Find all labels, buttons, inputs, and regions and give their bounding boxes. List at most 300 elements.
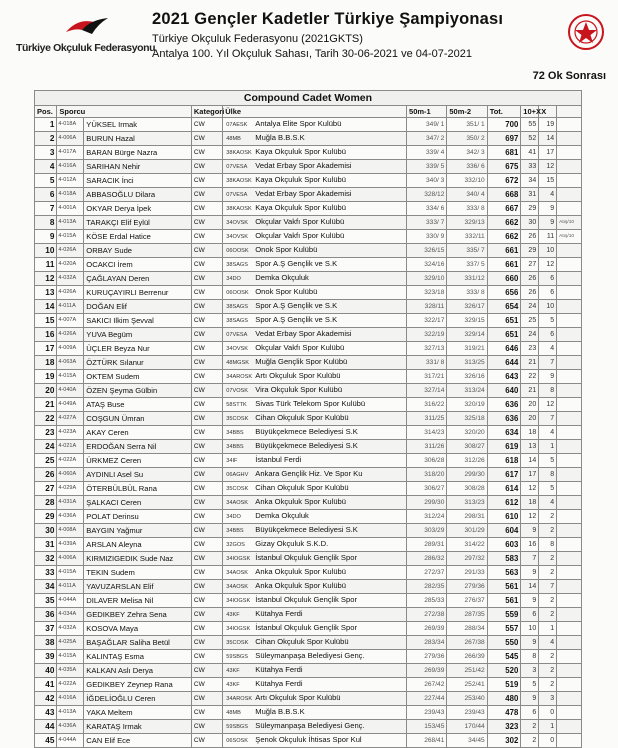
note-cell: [557, 328, 582, 342]
rank-cell: 18: [35, 356, 57, 370]
bib-number-cell: 4-013A: [57, 216, 84, 230]
bib-number-cell: 4-039A: [57, 538, 84, 552]
bib-number-cell: 4-049A: [57, 398, 84, 412]
score-50m-1-cell: 311/26: [407, 440, 447, 454]
club-code: 34BBS: [226, 444, 244, 450]
athlete-name-cell: KALINTAŞ Esma: [84, 650, 192, 664]
venue-date-line: Antalya 100. Yıl Okçuluk Sahası, Tarih 30-06-2021 ve 04-07-2021: [152, 48, 473, 60]
score-50m-1-cell: 347/ 2: [407, 132, 447, 146]
note-cell: [557, 272, 582, 286]
club-cell: [223, 622, 407, 636]
club-name: Süleymanpaşa Belediyesi Genç.: [255, 721, 365, 730]
table-caption-row: [35, 91, 582, 106]
table-row: [35, 384, 582, 398]
athlete-name-cell: OCAKCI İrem: [84, 258, 192, 272]
x-count-cell: 2: [539, 594, 557, 608]
x-count-cell: 2: [539, 510, 557, 524]
total-score-cell: 604: [487, 524, 521, 538]
note-cell: [557, 132, 582, 146]
club-cell: [223, 202, 407, 216]
rank-cell: 32: [35, 552, 57, 566]
table-row: [35, 412, 582, 426]
score-50m-2-cell: 329/15: [447, 314, 487, 328]
club-code: 59SBGS: [226, 654, 249, 660]
score-50m-2-cell: 34/45: [447, 734, 487, 748]
category-cell: CW: [191, 580, 222, 594]
col-club: Ülke: [223, 106, 407, 118]
club-code: 34DO: [226, 514, 241, 520]
x-count-cell: 1: [539, 440, 557, 454]
club-cell: [223, 342, 407, 356]
tens-count-cell: 18: [521, 496, 539, 510]
table-row: [35, 244, 582, 258]
club-cell: [223, 706, 407, 720]
x-count-cell: 0: [539, 706, 557, 720]
table-row: [35, 720, 582, 734]
club-name: Onok Spor Kulübü: [255, 245, 318, 254]
total-score-cell: 480: [487, 692, 521, 706]
rank-cell: 36: [35, 608, 57, 622]
rank-cell: 15: [35, 314, 57, 328]
club-code: 58STTK: [226, 402, 247, 408]
tens-count-cell: 14: [521, 454, 539, 468]
x-count-cell: 2: [539, 650, 557, 664]
club-name: Spor A.Ş Gençlik ve S.K: [255, 259, 338, 268]
athlete-name-cell: BAŞAĞLAR Saliha Betül: [84, 636, 192, 650]
club-cell: [223, 482, 407, 496]
score-50m-2-cell: 332/10: [447, 174, 487, 188]
category-cell: CW: [191, 552, 222, 566]
club-code: 06AGHV: [226, 472, 249, 478]
athlete-name-cell: AKAY Ceren: [84, 426, 192, 440]
x-count-cell: 4: [539, 342, 557, 356]
club-code: 34AROSK: [226, 374, 253, 380]
score-50m-2-cell: 329/13: [447, 216, 487, 230]
score-50m-2-cell: 320/20: [447, 426, 487, 440]
table-row: [35, 188, 582, 202]
club-cell: [223, 118, 407, 132]
archer-bird-icon: [64, 14, 110, 40]
club-cell: [223, 230, 407, 244]
total-score-cell: 660: [487, 272, 521, 286]
club-code: 34OVSK: [226, 346, 249, 352]
score-50m-1-cell: 306/28: [407, 454, 447, 468]
club-cell: [223, 538, 407, 552]
x-count-cell: 9: [539, 216, 557, 230]
tens-count-cell: 21: [521, 356, 539, 370]
tens-count-cell: 12: [521, 482, 539, 496]
tens-count-cell: 26: [521, 272, 539, 286]
bib-number-cell: 4-016A: [57, 160, 84, 174]
tens-count-cell: 26: [521, 230, 539, 244]
club-cell: [223, 524, 407, 538]
table-row: [35, 468, 582, 482]
col-tens: 10+X: [521, 106, 539, 118]
tens-count-cell: 27: [521, 258, 539, 272]
club-name: Kütahya Ferdi: [255, 679, 303, 688]
club-code: 35COSK: [226, 640, 249, 646]
score-50m-2-cell: 308/28: [447, 482, 487, 496]
bib-number-cell: 4-022A: [57, 454, 84, 468]
note-cell: [557, 650, 582, 664]
col-total: Tot.: [487, 106, 521, 118]
category-cell: CW: [191, 566, 222, 580]
table-row: [35, 328, 582, 342]
score-50m-1-cell: 312/24: [407, 510, 447, 524]
club-code: 48MB: [226, 136, 241, 142]
total-score-cell: 646: [487, 342, 521, 356]
score-50m-1-cell: 269/39: [407, 622, 447, 636]
score-50m-1-cell: 331/ 8: [407, 356, 447, 370]
rank-cell: 12: [35, 272, 57, 286]
score-50m-1-cell: 282/35: [407, 580, 447, 594]
club-cell: [223, 650, 407, 664]
score-50m-1-cell: 327/14: [407, 384, 447, 398]
club-name: Şenok Okçuluk İhtisas Spor Kul: [255, 735, 362, 744]
bib-number-cell: 4-011A: [57, 580, 84, 594]
club-cell: [223, 216, 407, 230]
category-cell: CW: [191, 244, 222, 258]
score-50m-2-cell: 301/29: [447, 524, 487, 538]
club-code: 34OVSK: [226, 220, 249, 226]
rank-cell: 7: [35, 202, 57, 216]
x-count-cell: 2: [539, 664, 557, 678]
category-cell: CW: [191, 594, 222, 608]
note-cell: [557, 622, 582, 636]
x-count-cell: 11: [539, 230, 557, 244]
category-cell: CW: [191, 216, 222, 230]
score-50m-2-cell: 298/31: [447, 510, 487, 524]
col-50m-2: 50m-2: [447, 106, 487, 118]
total-score-cell: 672: [487, 174, 521, 188]
score-50m-1-cell: 340/ 3: [407, 174, 447, 188]
note-cell: [557, 720, 582, 734]
tens-count-cell: 6: [521, 608, 539, 622]
x-count-cell: 10: [539, 244, 557, 258]
score-50m-1-cell: 330/ 9: [407, 230, 447, 244]
x-count-cell: 14: [539, 132, 557, 146]
x-count-cell: 8: [539, 384, 557, 398]
x-count-cell: 12: [539, 160, 557, 174]
club-name: İstanbul Okçuluk Gençlik Spor: [255, 623, 357, 632]
club-code: 34IOGSK: [226, 556, 251, 562]
bib-number-cell: 4-006A: [57, 132, 84, 146]
club-cell: [223, 678, 407, 692]
score-50m-2-cell: 320/19: [447, 398, 487, 412]
club-cell: [223, 440, 407, 454]
club-cell: [223, 566, 407, 580]
club-code: 48MB: [226, 710, 241, 716]
table-row: [35, 524, 582, 538]
club-code: 38SAGS: [226, 262, 249, 268]
category-cell: CW: [191, 608, 222, 622]
tens-count-cell: 2: [521, 720, 539, 734]
rank-cell: 41: [35, 678, 57, 692]
table-row: [35, 622, 582, 636]
athlete-name-cell: ÖTERBÜLBÜL Rana: [84, 482, 192, 496]
category-cell: CW: [191, 258, 222, 272]
x-count-cell: 12: [539, 398, 557, 412]
bib-number-cell: 4-015A: [57, 370, 84, 384]
total-score-cell: 478: [487, 706, 521, 720]
x-count-cell: 15: [539, 174, 557, 188]
athlete-name-cell: TEKIN Sudem: [84, 566, 192, 580]
category-cell: CW: [191, 272, 222, 286]
note-cell: [557, 524, 582, 538]
club-code: 38KAOSK: [226, 150, 252, 156]
club-name: Ankara Gençlik Hiz. Ve Spor Ku: [255, 469, 363, 478]
table-row: [35, 118, 582, 132]
club-code: 06OOSK: [226, 248, 249, 254]
tens-count-cell: 33: [521, 160, 539, 174]
note-cell: [557, 146, 582, 160]
tens-count-cell: 20: [521, 398, 539, 412]
athlete-name-cell: YAKA Meltem: [84, 706, 192, 720]
round-label: 72 Ok Sonrası: [532, 70, 606, 82]
table-row: [35, 160, 582, 174]
note-cell: [557, 202, 582, 216]
athlete-name-cell: ARSLAN Aleyna: [84, 538, 192, 552]
club-name: Büyükçekmece Belediyesi S.K: [255, 427, 358, 436]
total-score-cell: 668: [487, 188, 521, 202]
rank-cell: 4: [35, 160, 57, 174]
category-cell: CW: [191, 440, 222, 454]
score-50m-2-cell: 314/22: [447, 538, 487, 552]
rank-cell: 21: [35, 398, 57, 412]
score-50m-2-cell: 252/41: [447, 678, 487, 692]
club-name: Vira Okçuluk Spor Kulübü: [255, 385, 343, 394]
score-50m-1-cell: 324/16: [407, 258, 447, 272]
ministry-emblem-icon: [566, 12, 606, 52]
score-50m-1-cell: 314/23: [407, 426, 447, 440]
rank-cell: 6: [35, 188, 57, 202]
tens-count-cell: 6: [521, 706, 539, 720]
club-name: İstanbul Ferdi: [255, 455, 302, 464]
rank-cell: 10: [35, 244, 57, 258]
note-cell: [557, 510, 582, 524]
club-cell: [223, 608, 407, 622]
club-name: Artı Okçuluk Spor Kulübü: [255, 693, 341, 702]
score-50m-1-cell: 272/38: [407, 608, 447, 622]
club-name: Büyükçekmece Belediyesi S.K: [255, 525, 358, 534]
bib-number-cell: 4-015A: [57, 650, 84, 664]
bib-number-cell: 4-008A: [57, 524, 84, 538]
bib-number-cell: 4-026A: [57, 244, 84, 258]
score-50m-2-cell: 319/21: [447, 342, 487, 356]
total-score-cell: 675: [487, 160, 521, 174]
rank-cell: 11: [35, 258, 57, 272]
category-cell: CW: [191, 734, 222, 748]
x-count-cell: 2: [539, 608, 557, 622]
rank-cell: 14: [35, 300, 57, 314]
club-cell: [223, 314, 407, 328]
category-cell: CW: [191, 356, 222, 370]
score-50m-1-cell: 283/34: [407, 636, 447, 650]
score-50m-1-cell: 328/12: [407, 188, 447, 202]
table-row: [35, 594, 582, 608]
note-cell: [557, 426, 582, 440]
table-row: [35, 650, 582, 664]
tens-count-cell: 8: [521, 650, 539, 664]
bib-number-cell: 4-040A: [57, 384, 84, 398]
category-cell: CW: [191, 314, 222, 328]
tens-count-cell: 5: [521, 678, 539, 692]
club-name: Okçular Vakfı Spor Kulübü: [255, 343, 345, 352]
athlete-name-cell: BURUN Hazal: [84, 132, 192, 146]
club-cell: [223, 286, 407, 300]
rank-cell: 8: [35, 216, 57, 230]
total-score-cell: 667: [487, 202, 521, 216]
total-score-cell: 557: [487, 622, 521, 636]
club-code: 34BBS: [226, 528, 244, 534]
col-pos: Pos.: [35, 106, 57, 118]
club-name: Demka Okçuluk: [255, 273, 309, 282]
total-score-cell: 545: [487, 650, 521, 664]
score-50m-1-cell: 326/15: [407, 244, 447, 258]
club-name: Vedat Erbay Spor Akademisi: [255, 161, 352, 170]
bib-number-cell: 4-016A: [57, 692, 84, 706]
x-count-cell: 2: [539, 524, 557, 538]
club-cell: [223, 594, 407, 608]
club-name: Vedat Erbay Spor Akademisi: [255, 189, 352, 198]
rank-cell: 45: [35, 734, 57, 748]
score-50m-1-cell: 311/25: [407, 412, 447, 426]
club-code: 43KF: [226, 682, 240, 688]
score-50m-1-cell: 328/11: [407, 300, 447, 314]
table-row: [35, 510, 582, 524]
score-50m-2-cell: 291/33: [447, 566, 487, 580]
tens-count-cell: 9: [521, 636, 539, 650]
organizer-line: Türkiye Okçuluk Federasyonu (2021GKTS): [152, 33, 363, 45]
results-table: [34, 90, 582, 748]
athlete-name-cell: ORBAY Sude: [84, 244, 192, 258]
club-code: 07VESA: [226, 192, 248, 198]
club-name: Anka Okçuluk Spor Kulübü: [255, 581, 347, 590]
tens-count-cell: 29: [521, 202, 539, 216]
category-cell: CW: [191, 202, 222, 216]
total-score-cell: 700: [487, 118, 521, 132]
athlete-name-cell: KURUÇAYIRLI Berrenur: [84, 286, 192, 300]
score-50m-2-cell: 313/25: [447, 356, 487, 370]
rank-cell: 44: [35, 720, 57, 734]
score-50m-2-cell: 308/27: [447, 440, 487, 454]
table-row: [35, 146, 582, 160]
score-50m-2-cell: 239/43: [447, 706, 487, 720]
total-score-cell: 603: [487, 538, 521, 552]
club-cell: [223, 272, 407, 286]
rank-cell: 13: [35, 286, 57, 300]
category-cell: CW: [191, 398, 222, 412]
score-50m-1-cell: 286/32: [407, 552, 447, 566]
athlete-name-cell: GEDIKBEY Zehra Sena: [84, 608, 192, 622]
tens-count-cell: 24: [521, 300, 539, 314]
club-cell: [223, 188, 407, 202]
score-50m-2-cell: 312/26: [447, 454, 487, 468]
x-count-cell: 19: [539, 118, 557, 132]
category-cell: CW: [191, 230, 222, 244]
score-50m-2-cell: 266/39: [447, 650, 487, 664]
tens-count-cell: 23: [521, 342, 539, 356]
table-row: [35, 482, 582, 496]
club-code: 34BBS: [226, 430, 244, 436]
score-50m-2-cell: 336/ 6: [447, 160, 487, 174]
x-count-cell: 5: [539, 314, 557, 328]
table-row: [35, 678, 582, 692]
club-name: Anka Okçuluk Spor Kulübü: [255, 497, 347, 506]
x-count-cell: 5: [539, 454, 557, 468]
note-cell: [557, 734, 582, 748]
total-score-cell: 644: [487, 356, 521, 370]
bib-number-cell: 4-017A: [57, 146, 84, 160]
tens-count-cell: 14: [521, 580, 539, 594]
bib-number-cell: 4-022A: [57, 678, 84, 692]
table-row: [35, 258, 582, 272]
athlete-name-cell: ATAŞ Buse: [84, 398, 192, 412]
x-count-cell: 7: [539, 412, 557, 426]
club-cell: [223, 510, 407, 524]
club-cell: [223, 636, 407, 650]
athlete-name-cell: ÇAĞLAYAN Deren: [84, 272, 192, 286]
athlete-name-cell: YÜKSEL Irmak: [84, 118, 192, 132]
total-score-cell: 651: [487, 328, 521, 342]
athlete-name-cell: SARIHAN Nehir: [84, 160, 192, 174]
tens-count-cell: 9: [521, 692, 539, 706]
club-code: 34IOGSK: [226, 626, 251, 632]
category-cell: CW: [191, 328, 222, 342]
score-50m-2-cell: 313/24: [447, 384, 487, 398]
rank-cell: 5: [35, 174, 57, 188]
note-cell: [557, 174, 582, 188]
club-name: Büyükçekmece Belediyesi S.K: [255, 441, 358, 450]
score-50m-2-cell: 329/14: [447, 328, 487, 342]
category-cell: CW: [191, 636, 222, 650]
table-row: [35, 132, 582, 146]
total-score-cell: 636: [487, 398, 521, 412]
tens-count-cell: 10: [521, 622, 539, 636]
score-50m-1-cell: 329/10: [407, 272, 447, 286]
bib-number-cell: 4-020A: [57, 258, 84, 272]
note-cell: [557, 398, 582, 412]
table-row: [35, 734, 582, 748]
tens-count-cell: 9: [521, 524, 539, 538]
tens-count-cell: 16: [521, 538, 539, 552]
club-code: 34AROSK: [226, 696, 253, 702]
table-row: [35, 552, 582, 566]
page-title: 2021 Gençler Kadetler Türkiye Şampiyonası: [152, 10, 504, 28]
note-cell: [557, 356, 582, 370]
club-cell: [223, 328, 407, 342]
club-cell: [223, 580, 407, 594]
note-cell: [557, 580, 582, 594]
note-cell: [557, 342, 582, 356]
club-code: 35COSK: [226, 486, 249, 492]
club-code: 38SAGS: [226, 304, 249, 310]
club-cell: [223, 552, 407, 566]
x-count-cell: 6: [539, 328, 557, 342]
note-cell: [557, 286, 582, 300]
athlete-name-cell: ÖZEN Şeyma Gülbin: [84, 384, 192, 398]
rank-cell: 34: [35, 580, 57, 594]
bib-number-cell: 4-025A: [57, 636, 84, 650]
athlete-name-cell: KARATAŞ Irmak: [84, 720, 192, 734]
rank-cell: 42: [35, 692, 57, 706]
bib-number-cell: 4-015A: [57, 566, 84, 580]
club-code: 06OOSK: [226, 290, 249, 296]
table-row: [35, 174, 582, 188]
rank-cell: 19: [35, 370, 57, 384]
category-cell: CW: [191, 412, 222, 426]
club-name: İstanbul Okçuluk Gençlik Spor: [255, 553, 357, 562]
